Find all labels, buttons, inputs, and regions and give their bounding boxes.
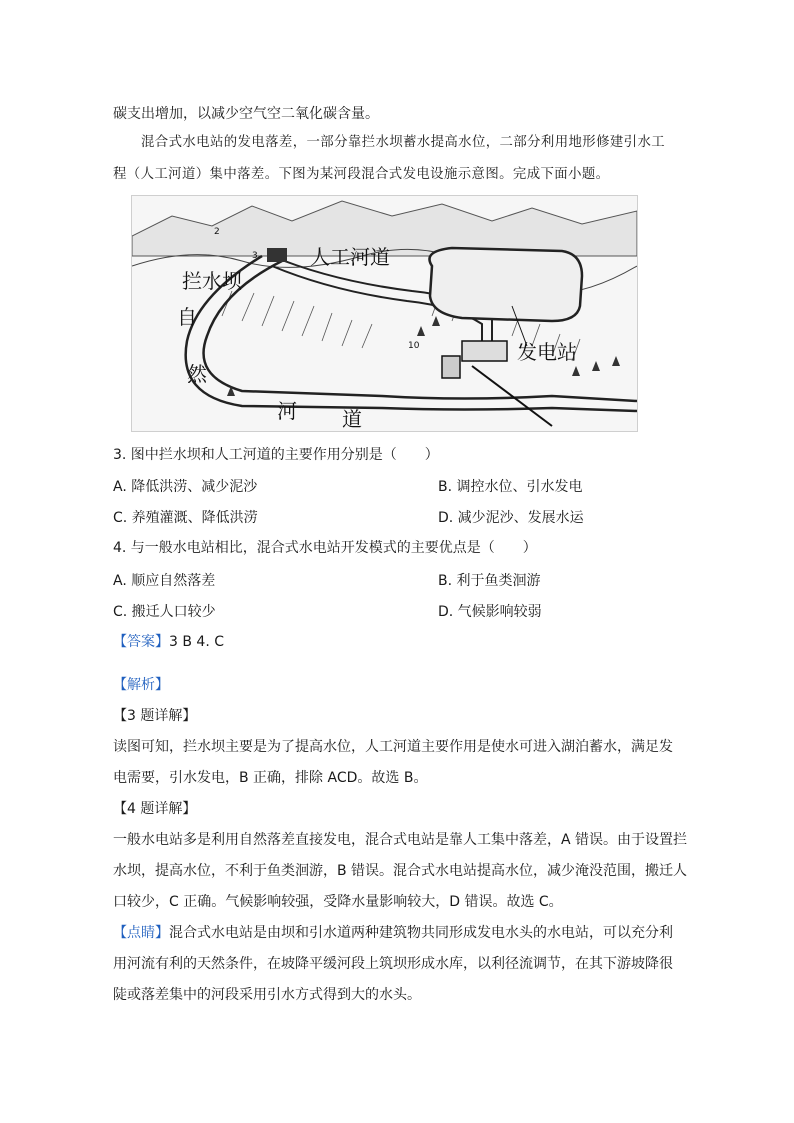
label-dam: 拦水坝 — [182, 269, 242, 293]
q3-option-a: A. 降低洪涝、减少泥沙 — [113, 479, 258, 495]
passage-line-1: 混合式水电站的发电落差，一部分靠拦水坝蓄水提高水位，二部分利用地形修建引水工 — [141, 135, 666, 150]
tip-text-1: 混合式水电站是由坝和引水道两种建筑物共同形成发电水头的水电站，可以充分利 — [169, 925, 673, 941]
question-3-stem: 3. 图中拦水坝和人工河道的主要作用分别是（ ） — [113, 447, 439, 463]
label-river-2: 然 — [187, 362, 207, 386]
q3-option-b: B. 调控水位、引水发电 — [438, 479, 583, 495]
answer-line — [113, 632, 224, 652]
label-river-3: 河 — [277, 399, 297, 423]
q3-option-d: D. 减少泥沙、发展水运 — [438, 510, 584, 526]
q3-option-c: C. 养殖灌溉、降低洪涝 — [113, 510, 258, 526]
q4-detail-tag: 【4 题详解】 — [113, 801, 197, 817]
q4-detail-line-3: 口较少，C 正确。气候影响较强，受降水量影响较大，D 错误。故选 C。 — [113, 894, 563, 910]
q4-option-d: D. 气候影响较弱 — [438, 604, 542, 620]
label-canal: 人工河道 — [310, 245, 390, 269]
q4-option-a: A. 顺应自然落差 — [113, 573, 216, 589]
marker-2: 2 — [214, 227, 220, 237]
q3-detail-line-2: 电需要，引水发电，B 正确，排除 ACD。故选 B。 — [113, 770, 428, 786]
q4-detail-line-1: 一般水电站多是利用自然落差直接发电，混合式电站是靠人工集中落差，A 错误。由于设置拦 — [113, 832, 688, 848]
marker-3: 3 — [252, 251, 258, 261]
question-4-stem: 4. 与一般水电站相比，混合式水电站开发模式的主要优点是（ ） — [113, 540, 537, 556]
label-river-1: 自 — [177, 305, 197, 329]
q4-option-b: B. 利于鱼类洄游 — [438, 573, 541, 589]
tip-tag: 【点睛】 — [113, 925, 169, 941]
q3-detail-tag: 【3 题详解】 — [113, 708, 197, 724]
label-river-4: 道 — [342, 407, 362, 431]
label-station: 发电站 — [517, 340, 577, 364]
passage-line-2: 程（人工河道）集中落差。下图为某河段混合式发电设施示意图。完成下面小题。 — [113, 167, 610, 182]
q4-detail-line-2: 水坝，提高水位，不利于鱼类洄游，B 错误。混合式水电站提高水位，减少淹没范围，搬迁人 — [113, 863, 688, 879]
tip-line-3: 陡或落差集中的河段采用引水方式得到大的水头。 — [113, 987, 421, 1003]
tip-line-2: 用河流有利的天然条件，在坡降平缓河段上筑坝形成水库，以利径流调节，在其下游坡降很 — [113, 956, 673, 972]
intro-line: 碳支出增加，以减少空气空二氧化碳含量。 — [113, 106, 379, 122]
answer-tag: 【答案】 — [113, 634, 169, 650]
q4-option-c: C. 搬迁人口较少 — [113, 604, 216, 620]
q3-detail-line-1: 读图可知，拦水坝主要是为了提高水位，人工河道主要作用是使水可进入湖泊蓄水，满足发 — [113, 739, 673, 755]
hydropower-sketch — [132, 196, 637, 431]
analysis-tag: 【解析】 — [113, 677, 169, 693]
marker-10: 10 — [408, 341, 420, 351]
hydropower-diagram — [131, 195, 638, 432]
answer-text: 3 B 4. C — [169, 634, 224, 650]
tip-line-1 — [113, 923, 673, 943]
